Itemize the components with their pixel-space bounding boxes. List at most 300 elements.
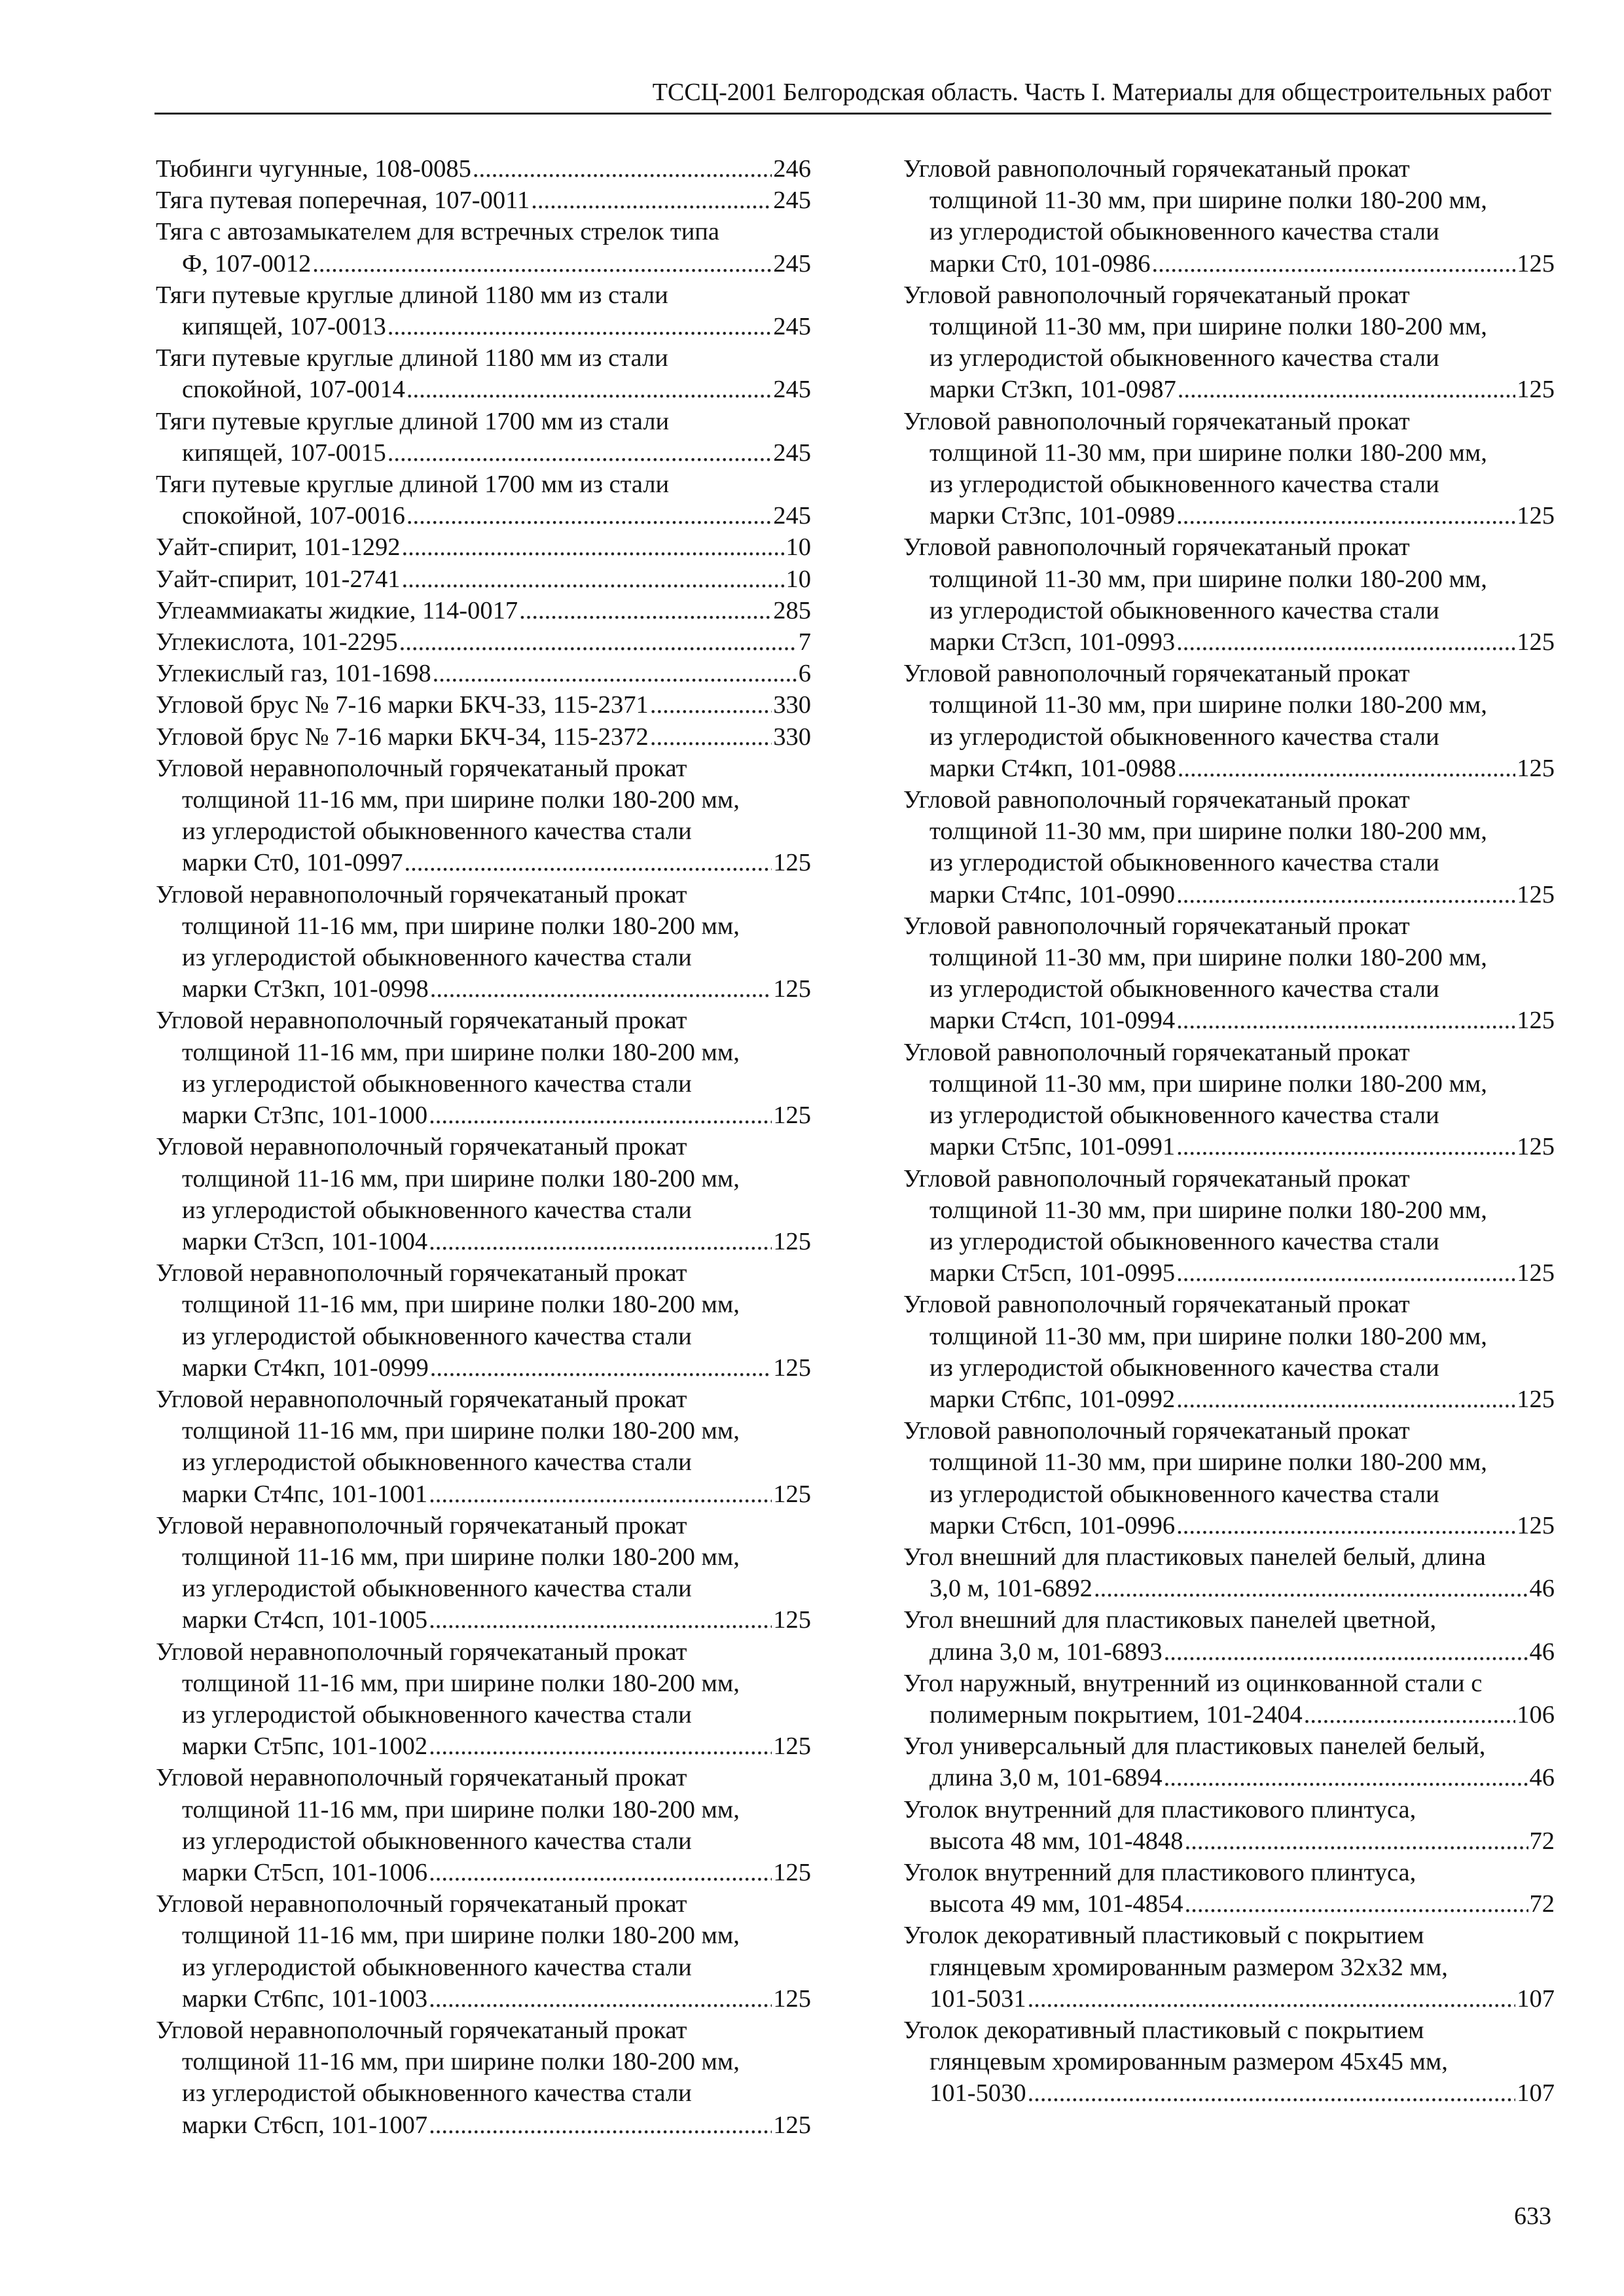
dot-leader (429, 2109, 772, 2141)
dot-leader (402, 564, 785, 595)
entry-page-ref: 6 (798, 660, 811, 688)
entry-last-line (156, 626, 811, 658)
entry-text-line: Угловой равнополочный горячекатаный прокат (903, 912, 1410, 940)
entry-page-ref: 72 (1529, 1827, 1555, 1855)
index-entry (903, 658, 1555, 784)
entry-text-line: марки Ст0, 101-0986 (929, 249, 1151, 278)
entry-text-line: толщиной 11-30 мм, при ширине полки 180-200 мм, (929, 439, 1487, 467)
entry-text-line: Угловой неравнополочный горячекатаный прокат (156, 880, 687, 908)
entry-text-line: из углеродистой обыкновенного качества стали (182, 1069, 692, 1098)
index-column-right (903, 153, 1555, 2109)
entry-text-line: Угловой неравнополочный горячекатаный прокат (156, 1764, 687, 1792)
entry-text-line: марки Ст6пс, 101-1003 (182, 1984, 428, 2013)
entry-text-line: толщиной 11-30 мм, при ширине полки 180-200 мм, (929, 691, 1487, 719)
index-entry (903, 1668, 1555, 1731)
index-column-left (156, 153, 811, 2141)
dot-leader (1176, 1005, 1515, 1036)
index-entry (156, 689, 811, 721)
entry-text-line: спокойной, 107-0016 (182, 502, 405, 530)
entry-text-line: толщиной 11-16 мм, при ширине полки 180-200 мм, (182, 1038, 740, 1066)
entry-text-line: Угловой неравнополочный горячекатаный прокат (156, 1385, 687, 1413)
entry-text-line: Тяги путевые круглые длиной 1700 мм из стали (156, 407, 670, 435)
entry-page-ref: 10 (785, 533, 811, 562)
dot-leader (1176, 626, 1515, 658)
entry-text-line: Уголок внутренний для пластикового плинтуса, (903, 1795, 1416, 1823)
entry-text-line: Тяга с автозамыкателем для встречных стрелок типа (156, 218, 719, 246)
entry-text-line: из углеродистой обыкновенного качества стали (182, 1575, 692, 1603)
entry-page-ref: 245 (773, 187, 811, 215)
index-entry (156, 279, 811, 342)
index-entry (903, 153, 1555, 279)
dot-leader (433, 658, 797, 689)
entry-text-line: марки Ст3кп, 101-0987 (929, 376, 1176, 404)
entry-text-line: Угловой неравнополочный горячекатаный прокат (156, 1511, 687, 1539)
entry-last-line (156, 2109, 811, 2141)
dot-leader (429, 1731, 772, 1762)
entry-last-line (156, 1352, 811, 1384)
entry-last-line (903, 1762, 1555, 1793)
dot-leader (650, 689, 772, 721)
dot-leader (1178, 374, 1516, 405)
entry-page-ref: 106 (1517, 1700, 1555, 1729)
index-entry (156, 531, 811, 563)
entry-text-line: толщиной 11-30 мм, при ширине полки 180-200 мм, (929, 817, 1487, 846)
dot-leader (1178, 753, 1516, 784)
index-entry (903, 1541, 1555, 1604)
entry-text-line: из углеродистой обыкновенного качества стали (182, 1700, 692, 1729)
dot-leader (1304, 1699, 1516, 1731)
entry-page-ref: 107 (1517, 2079, 1555, 2108)
index-entry (156, 564, 811, 595)
index-entry (156, 879, 811, 1005)
entry-text-line: Угловой равнополочный горячекатаный прокат (903, 533, 1410, 562)
entry-last-line (156, 658, 811, 689)
entry-text-line: Углекислота, 101-2295 (156, 628, 398, 656)
index-entry (156, 342, 811, 405)
dot-leader (1164, 1636, 1528, 1668)
dot-leader (388, 437, 772, 469)
index-entry (903, 1037, 1555, 1163)
entry-text-line: длина 3,0 м, 101-6894 (929, 1764, 1163, 1792)
entry-text-line: Угол внешний для пластиковых панелей цветной, (903, 1606, 1437, 1634)
entry-page-ref: 107 (1517, 1984, 1555, 2013)
dot-leader (429, 1479, 772, 1510)
entry-last-line (156, 847, 811, 878)
entry-text-line: Тяги путевые круглые длиной 1180 мм из стали (156, 344, 668, 372)
entry-text-line: толщиной 11-30 мм, при ширине полки 180-200 мм, (929, 1196, 1487, 1224)
dot-leader (429, 1857, 772, 1888)
entry-page-ref: 246 (773, 155, 811, 183)
entry-last-line (903, 500, 1555, 531)
index-entry (156, 469, 811, 531)
entry-page-ref: 125 (1517, 1133, 1555, 1161)
entry-page-ref: 330 (773, 691, 811, 719)
entry-last-line (156, 500, 811, 531)
entry-text-line: толщиной 11-16 мм, при ширине полки 180-200 мм, (182, 1417, 740, 1445)
entry-last-line (156, 1983, 811, 2015)
entry-text-line: марки Ст4кп, 101-0988 (929, 754, 1176, 782)
entry-text-line: толщиной 11-16 мм, при ширине полки 180-200 мм, (182, 1795, 740, 1823)
entry-text-line: Угловой равнополочный горячекатаный прокат (903, 1164, 1410, 1193)
entry-text-line: марки Ст3пс, 101-1000 (182, 1102, 428, 1130)
entry-last-line (156, 721, 811, 753)
entry-page-ref: 125 (773, 1102, 811, 1130)
entry-page-ref: 125 (1517, 628, 1555, 656)
entry-last-line (903, 1699, 1555, 1731)
entry-text-line: высота 48 мм, 101-4848 (929, 1827, 1183, 1855)
entry-text-line: из углеродистой обыкновенного качества стали (929, 218, 1439, 246)
entry-page-ref: 285 (773, 596, 811, 624)
entry-last-line (903, 1983, 1555, 2015)
dot-leader (1176, 1510, 1515, 1541)
entry-page-ref: 46 (1529, 1638, 1555, 1666)
entry-text-line: марки Ст5сп, 101-0995 (929, 1259, 1176, 1287)
index-entry (903, 2015, 1555, 2109)
entry-page-ref: 125 (773, 1227, 811, 1255)
entry-text-line: марки Ст5сп, 101-1006 (182, 1858, 428, 1886)
entry-text-line: Угловой неравнополочный горячекатаный прокат (156, 1259, 687, 1287)
entry-text-line: из углеродистой обыкновенного качества стали (929, 344, 1439, 372)
entry-text-line: толщиной 11-30 мм, при ширине полки 180-200 мм, (929, 1448, 1487, 1477)
entry-text-line: из углеродистой обыкновенного качества стали (929, 849, 1439, 877)
dot-leader (312, 248, 772, 279)
entry-page-ref: 125 (773, 849, 811, 877)
index-entry (903, 531, 1555, 658)
dot-leader (1185, 1825, 1528, 1857)
entry-page-ref: 125 (773, 1354, 811, 1382)
entry-text-line: марки Ст3пс, 101-0989 (929, 502, 1176, 530)
dot-leader (1176, 1257, 1515, 1289)
entry-text-line: марки Ст4сп, 101-0994 (929, 1007, 1176, 1035)
entry-text-line: Угловой равнополочный горячекатаный прокат (903, 660, 1410, 688)
entry-page-ref: 245 (773, 249, 811, 278)
index-entry (156, 658, 811, 689)
entry-last-line (156, 185, 811, 216)
entry-text-line: марки Ст0, 101-0997 (182, 849, 403, 877)
entry-text-line: марки Ст5пс, 101-1002 (182, 1732, 428, 1761)
entry-text-line: глянцевым хромированным размером 32х32 мм, (929, 1953, 1448, 1981)
entry-text-line: Угол универсальный для пластиковых панелей белый, (903, 1732, 1486, 1761)
entry-page-ref: 125 (773, 1858, 811, 1886)
dot-leader (1176, 1131, 1515, 1162)
entry-page-ref: 46 (1529, 1764, 1555, 1792)
entry-last-line (903, 753, 1555, 784)
index-entry (156, 2015, 811, 2141)
entry-page-ref: 7 (798, 628, 811, 656)
index-entry (156, 1005, 811, 1131)
entry-text-line: толщиной 11-16 мм, при ширине полки 180-200 мм, (182, 1922, 740, 1950)
entry-text-line: Углеаммиакаты жидкие, 114-0017 (156, 596, 518, 624)
entry-text-line: из углеродистой обыкновенного качества стали (929, 1227, 1439, 1255)
entry-page-ref: 125 (1517, 880, 1555, 908)
index-entry (156, 1257, 811, 1384)
entry-last-line (156, 1604, 811, 1636)
entry-text-line: марки Ст6пс, 101-0992 (929, 1385, 1176, 1413)
entry-last-line (903, 1005, 1555, 1036)
entry-last-line (903, 1384, 1555, 1415)
entry-text-line: высота 49 мм, 101-4854 (929, 1890, 1183, 1918)
entry-text-line: Угловой неравнополочный горячекатаный прокат (156, 1133, 687, 1161)
entry-page-ref: 125 (1517, 1385, 1555, 1413)
index-entry (903, 1415, 1555, 1541)
index-entry (903, 1604, 1555, 1667)
entry-text-line: Угловой неравнополочный горячекатаный прокат (156, 754, 687, 782)
entry-text-line: толщиной 11-16 мм, при ширине полки 180-200 мм, (182, 1164, 740, 1193)
entry-last-line (156, 374, 811, 405)
entry-last-line (903, 2077, 1555, 2109)
entry-text-line: из углеродистой обыкновенного качества стали (929, 723, 1439, 751)
entry-page-ref: 125 (773, 1984, 811, 2013)
index-entry (156, 216, 811, 279)
entry-page-ref: 330 (773, 723, 811, 751)
entry-text-line: марки Ст5пс, 101-0991 (929, 1133, 1176, 1161)
entry-text-line: из углеродистой обыкновенного качества стали (182, 944, 692, 972)
entry-text-line: глянцевым хромированным размером 45х45 мм, (929, 2048, 1448, 2076)
dot-leader (473, 153, 772, 185)
entry-last-line (156, 564, 811, 595)
entry-text-line: Угловой равнополочный горячекатаный прокат (903, 786, 1410, 814)
dot-leader (1176, 879, 1515, 910)
entry-text-line: Тяги путевые круглые длиной 1180 мм из стали (156, 281, 668, 309)
entry-last-line (156, 153, 811, 185)
entry-text-line: из углеродистой обыкновенного качества стали (182, 1196, 692, 1224)
entry-last-line (903, 1636, 1555, 1668)
entry-text-line: Угловой равнополочный горячекатаный прокат (903, 1038, 1410, 1066)
entry-text-line: Угловой равнополочный горячекатаный прокат (903, 155, 1410, 183)
entry-page-ref: 125 (773, 1732, 811, 1761)
entry-page-ref: 46 (1529, 1575, 1555, 1603)
entry-text-line: толщиной 11-16 мм, при ширине полки 180-200 мм, (182, 1669, 740, 1697)
index-entry (156, 1888, 811, 2015)
entry-text-line: кипящей, 107-0013 (182, 313, 386, 341)
entry-text-line: Уголок внутренний для пластикового плинтуса, (903, 1858, 1416, 1886)
entry-text-line: марки Ст4пс, 101-1001 (182, 1480, 428, 1508)
index-entry (156, 1636, 811, 1763)
dot-leader (1151, 248, 1515, 279)
entry-page-ref: 125 (1517, 1511, 1555, 1539)
index-entry (156, 1131, 811, 1257)
entry-last-line (156, 973, 811, 1005)
dot-leader (429, 1226, 772, 1257)
entry-last-line (903, 1573, 1555, 1604)
entry-page-ref: 125 (773, 2111, 811, 2139)
entry-text-line: длина 3,0 м, 101-6893 (929, 1638, 1163, 1666)
entry-text-line: марки Ст4кп, 101-0999 (182, 1354, 429, 1382)
entry-text-line: полимерным покрытием, 101-2404 (929, 1700, 1303, 1729)
index-entry (903, 406, 1555, 532)
entry-text-line: Угловой равнополочный горячекатаный прокат (903, 281, 1410, 309)
page-number: 633 (1514, 2202, 1551, 2230)
dot-leader (650, 721, 772, 753)
entry-text-line: 3,0 м, 101-6892 (929, 1575, 1092, 1603)
entry-page-ref: 125 (1517, 502, 1555, 530)
entry-last-line (903, 626, 1555, 658)
entry-page-ref: 125 (1517, 754, 1555, 782)
index-entry (903, 279, 1555, 406)
entry-text-line: Уайт-спирит, 101-1292 (156, 533, 401, 562)
entry-text-line: марки Ст6сп, 101-0996 (929, 1511, 1176, 1539)
entry-text-line: толщиной 11-16 мм, при ширине полки 180-200 мм, (182, 1291, 740, 1319)
dot-leader (1176, 1384, 1515, 1415)
entry-text-line: марки Ст3сп, 101-1004 (182, 1227, 428, 1255)
entry-text-line: Угол внешний для пластиковых панелей белый, длина (903, 1543, 1486, 1571)
entry-last-line (156, 531, 811, 563)
index-entry (156, 753, 811, 879)
entry-text-line: Угол наружный, внутренний из оцинкованной стали с (903, 1669, 1483, 1697)
entry-text-line: из углеродистой обыкновенного качества стали (929, 975, 1439, 1003)
entry-text-line: из углеродистой обыкновенного качества стали (929, 471, 1439, 499)
running-header: ТССЦ-2001 Белгородская область. Часть I. Материалы для общестроительных работ (154, 77, 1551, 115)
dot-leader (404, 847, 772, 878)
index-entry (903, 1794, 1555, 1857)
entry-page-ref: 125 (1517, 1007, 1555, 1035)
entry-text-line: толщиной 11-16 мм, при ширине полки 180-200 мм, (182, 1543, 740, 1571)
entry-text-line: из углеродистой обыкновенного качества стали (182, 1448, 692, 1477)
entry-last-line (156, 689, 811, 721)
dot-leader (1028, 1983, 1516, 2015)
entry-page-ref: 125 (1517, 249, 1555, 278)
entry-text-line: Ф, 107-0012 (182, 249, 312, 278)
index-entry (156, 626, 811, 658)
entry-text-line: Угловой неравнополочный горячекатаный прокат (156, 2016, 687, 2044)
entry-text-line: марки Ст6сп, 101-1007 (182, 2111, 428, 2139)
index-entry (156, 1762, 811, 1888)
entry-text-line: Угловой брус № 7-16 марки БКЧ-33, 115-2371 (156, 691, 649, 719)
index-entry (903, 1920, 1555, 2015)
index-entry (903, 784, 1555, 910)
dot-leader (519, 595, 772, 626)
entry-last-line (903, 374, 1555, 405)
entry-page-ref: 245 (773, 376, 811, 404)
dot-leader (406, 374, 772, 405)
entry-text-line: Уголок декоративный пластиковый с покрытием (903, 1922, 1424, 1950)
entry-last-line (903, 1888, 1555, 1920)
entry-text-line: Угловой брус № 7-16 марки БКЧ-34, 115-2372 (156, 723, 649, 751)
entry-text-line: Угловой равнополочный горячекатаный прокат (903, 1417, 1410, 1445)
entry-text-line: толщиной 11-30 мм, при ширине полки 180-200 мм, (929, 944, 1487, 972)
entry-last-line (156, 595, 811, 626)
entry-last-line (156, 1100, 811, 1131)
entry-page-ref: 125 (773, 975, 811, 1003)
entry-text-line: Тюбинги чугунные, 108-0085 (156, 155, 471, 183)
dot-leader (399, 626, 797, 658)
entry-text-line: толщиной 11-30 мм, при ширине полки 180-200 мм, (929, 565, 1487, 593)
entry-last-line (903, 1510, 1555, 1541)
index-entry (903, 1163, 1555, 1289)
entry-page-ref: 72 (1529, 1890, 1555, 1918)
entry-page-ref: 245 (773, 439, 811, 467)
dot-leader (1185, 1888, 1528, 1920)
entry-last-line (156, 311, 811, 342)
entry-text-line: марки Ст4пс, 101-0990 (929, 880, 1176, 908)
entry-text-line: толщиной 11-30 мм, при ширине полки 180-200 мм, (929, 187, 1487, 215)
entry-text-line: Угловой неравнополочный горячекатаный прокат (156, 1007, 687, 1035)
index-entry (903, 1731, 1555, 1793)
dot-leader (402, 531, 785, 563)
index-entry (156, 1384, 811, 1510)
dot-leader (1028, 2077, 1516, 2109)
entry-page-ref: 245 (773, 313, 811, 341)
dot-leader (1164, 1762, 1528, 1793)
dot-leader (429, 1604, 772, 1636)
dot-leader (406, 500, 772, 531)
index-entry (156, 153, 811, 185)
entry-text-line: Уголок декоративный пластиковый с покрытием (903, 2016, 1424, 2044)
entry-text-line: из углеродистой обыкновенного качества стали (929, 1354, 1439, 1382)
entry-last-line (903, 1825, 1555, 1857)
entry-text-line: из углеродистой обыкновенного качества стали (182, 2079, 692, 2108)
entry-last-line (156, 1226, 811, 1257)
entry-text-line: Угловой равнополочный горячекатаный прокат (903, 1291, 1410, 1319)
entry-text-line: марки Ст4сп, 101-1005 (182, 1606, 428, 1634)
entry-last-line (903, 1257, 1555, 1289)
entry-text-line: из углеродистой обыкновенного качества стали (929, 596, 1439, 624)
entry-text-line: спокойной, 107-0014 (182, 376, 405, 404)
index-entry (156, 406, 811, 469)
entry-text-line: Угловой равнополочный горячекатаный прокат (903, 407, 1410, 435)
entry-last-line (903, 879, 1555, 910)
entry-text-line: Тяги путевые круглые длиной 1700 мм из стали (156, 471, 670, 499)
entry-page-ref: 125 (773, 1480, 811, 1508)
entry-text-line: кипящей, 107-0015 (182, 439, 386, 467)
index-entry (156, 1510, 811, 1636)
entry-text-line: Тяга путевая поперечная, 107-0011 (156, 187, 530, 215)
entry-text-line: из углеродистой обыкновенного качества стали (182, 817, 692, 846)
entry-page-ref: 125 (1517, 1259, 1555, 1287)
entry-last-line (156, 1731, 811, 1762)
dot-leader (388, 311, 772, 342)
entry-text-line: 101-5030 (929, 2079, 1026, 2108)
index-entry (156, 595, 811, 626)
entry-text-line: 101-5031 (929, 1984, 1026, 2013)
entry-text-line: марки Ст3сп, 101-0993 (929, 628, 1176, 656)
entry-text-line: из углеродистой обыкновенного качества стали (929, 1480, 1439, 1508)
dot-leader (430, 1352, 772, 1384)
entry-text-line: из углеродистой обыкновенного качества стали (182, 1322, 692, 1350)
entry-text-line: из углеродистой обыкновенного качества стали (929, 1102, 1439, 1130)
entry-page-ref: 125 (773, 1606, 811, 1634)
dot-leader (1176, 500, 1515, 531)
entry-text-line: из углеродистой обыкновенного качества стали (182, 1827, 692, 1855)
entry-page-ref: 10 (785, 565, 811, 593)
entry-page-ref: 245 (773, 502, 811, 530)
entry-text-line: толщиной 11-30 мм, при ширине полки 180-200 мм, (929, 1069, 1487, 1098)
entry-text-line: Угловой неравнополочный горячекатаный прокат (156, 1890, 687, 1918)
entry-text-line: толщиной 11-16 мм, при ширине полки 180-200 мм, (182, 912, 740, 940)
entry-text-line: толщиной 11-30 мм, при ширине полки 180-200 мм, (929, 313, 1487, 341)
index-entry (156, 185, 811, 216)
entry-text-line: Углекислый газ, 101-1698 (156, 660, 431, 688)
entry-text-line: толщиной 11-30 мм, при ширине полки 180-200 мм, (929, 1322, 1487, 1350)
dot-leader (430, 973, 772, 1005)
index-entry (156, 721, 811, 753)
dot-leader (1094, 1573, 1528, 1604)
entry-text-line: Угловой неравнополочный горячекатаный прокат (156, 1638, 687, 1666)
entry-last-line (156, 1479, 811, 1510)
dot-leader (531, 185, 772, 216)
index-entry (903, 1857, 1555, 1920)
dot-leader (429, 1983, 772, 2015)
entry-text-line: марки Ст3кп, 101-0998 (182, 975, 429, 1003)
entry-page-ref: 125 (1517, 376, 1555, 404)
entry-last-line (156, 1857, 811, 1888)
entry-last-line (903, 1131, 1555, 1162)
dot-leader (429, 1100, 772, 1131)
index-entry (903, 1289, 1555, 1415)
entry-last-line (903, 248, 1555, 279)
entry-text-line: толщиной 11-16 мм, при ширине полки 180-200 мм, (182, 786, 740, 814)
index-entry (903, 910, 1555, 1037)
